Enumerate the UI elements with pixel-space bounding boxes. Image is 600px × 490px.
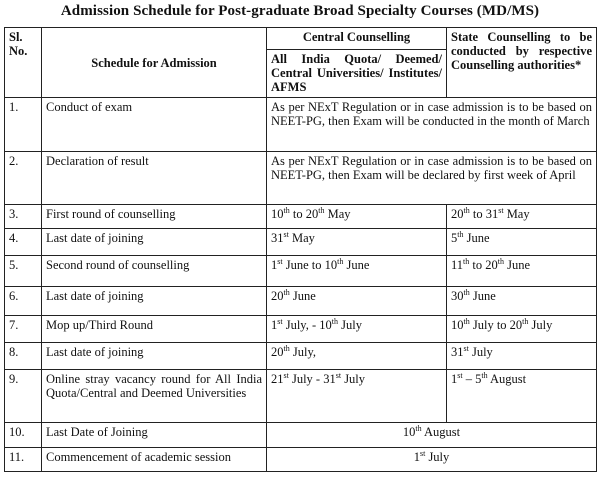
ordinal-suffix: th — [331, 316, 339, 326]
ordinal-suffix: st — [457, 370, 463, 380]
row-event: Commencement of academic session — [42, 448, 267, 472]
ordinal-suffix: th — [463, 316, 470, 326]
ordinal-suffix: st — [277, 316, 283, 326]
row-merged-date: 1st July — [267, 448, 597, 472]
row-number: 5. — [5, 256, 42, 287]
ordinal-suffix: st — [463, 343, 469, 353]
ordinal-suffix: th — [283, 343, 290, 353]
row-state-date: 10th July to 20th July — [447, 316, 597, 343]
table-row — [5, 316, 597, 343]
table-row — [5, 229, 597, 256]
row-event: Mop up/Third Round — [42, 316, 267, 343]
row-event: Last Date of Joining — [42, 423, 267, 448]
header-central-counselling: Central Counselling — [267, 28, 447, 50]
row-event: Second round of counselling — [42, 256, 267, 287]
header-schedule: Schedule for Admission — [42, 28, 267, 98]
ordinal-suffix: th — [283, 287, 290, 297]
row-state-date: 31st July — [447, 343, 597, 370]
ordinal-suffix: th — [522, 316, 529, 326]
ordinal-suffix: th — [463, 256, 470, 266]
header-sl-no: Sl. No. — [5, 28, 42, 98]
row-number: 6. — [5, 287, 42, 316]
header-central-subtitle: All India Quota/ Deemed/ Central Universities/ Institutes/ AFMS — [267, 50, 447, 98]
row-event: Last date of joining — [42, 229, 267, 256]
ordinal-suffix: th — [463, 205, 470, 215]
table-row — [5, 343, 597, 370]
ordinal-suffix: th — [497, 256, 504, 266]
ordinal-suffix: st — [283, 229, 289, 239]
table-row — [5, 256, 597, 287]
row-state-date: 30th June — [447, 287, 597, 316]
header-state-counselling: State Counselling to be conducted by respective Counselling authorities* — [447, 28, 597, 98]
row-event: Last date of joining — [42, 343, 267, 370]
ordinal-suffix: th — [457, 229, 464, 239]
row-event: Conduct of exam — [42, 98, 267, 152]
header-row — [5, 28, 597, 50]
table-row — [5, 370, 597, 423]
ordinal-suffix: th — [463, 287, 470, 297]
row-number: 1. — [5, 98, 42, 152]
table-row — [5, 448, 597, 472]
ordinal-suffix: st — [335, 370, 342, 380]
row-merged-note: As per NExT Regulation or in case admission is to be based on NEET-PG, then Exam will be conducted in the month of March — [267, 98, 597, 152]
row-event: Last date of joining — [42, 287, 267, 316]
row-number: 11. — [5, 448, 42, 472]
ordinal-suffix: th — [415, 423, 422, 433]
row-number: 4. — [5, 229, 42, 256]
table-row — [5, 98, 597, 152]
row-central-date: 1st June to 10th June — [267, 256, 447, 287]
ordinal-suffix: th — [337, 256, 344, 266]
table-row — [5, 205, 597, 229]
row-central-date: 20th July, — [267, 343, 447, 370]
row-state-date: 1st – 5th August — [447, 370, 597, 423]
row-state-date: 20th to 31st May — [447, 205, 597, 229]
row-number: 3. — [5, 205, 42, 229]
row-number: 2. — [5, 152, 42, 205]
row-event: Online stray vacancy round for All India Quota/Central and Deemed Universities — [42, 370, 267, 423]
ordinal-suffix: th — [283, 205, 290, 215]
row-central-date: 20th June — [267, 287, 447, 316]
row-event: First round of counselling — [42, 205, 267, 229]
ordinal-suffix: st — [277, 256, 283, 266]
row-merged-note: As per NExT Regulation or in case admission is to be based on NEET-PG, then Exam will be declared by first week of April — [267, 152, 597, 205]
ordinal-suffix: st — [283, 370, 289, 380]
row-state-date: 5th June — [447, 229, 597, 256]
table-row — [5, 152, 597, 205]
row-central-date: 31st May — [267, 229, 447, 256]
row-number: 9. — [5, 370, 42, 423]
ordinal-suffix: th — [481, 370, 488, 380]
row-event: Declaration of result — [42, 152, 267, 205]
admission-schedule-table — [4, 27, 597, 472]
row-number: 7. — [5, 316, 42, 343]
table-row — [5, 287, 597, 316]
row-number: 10. — [5, 423, 42, 448]
row-central-date: 21st July - 31st July — [267, 370, 447, 423]
table-row — [5, 423, 597, 448]
ordinal-suffix: st — [419, 448, 426, 458]
row-number: 8. — [5, 343, 42, 370]
row-central-date: 1st July, - 10th July — [267, 316, 447, 343]
page-title: Admission Schedule for Post-graduate Broad Specialty Courses (MD/MS) — [60, 3, 540, 19]
ordinal-suffix: th — [318, 205, 325, 215]
row-central-date: 10th to 20th May — [267, 205, 447, 229]
ordinal-suffix: st — [498, 205, 504, 215]
row-state-date: 11th to 20th June — [447, 256, 597, 287]
row-merged-date: 10th August — [267, 423, 597, 448]
